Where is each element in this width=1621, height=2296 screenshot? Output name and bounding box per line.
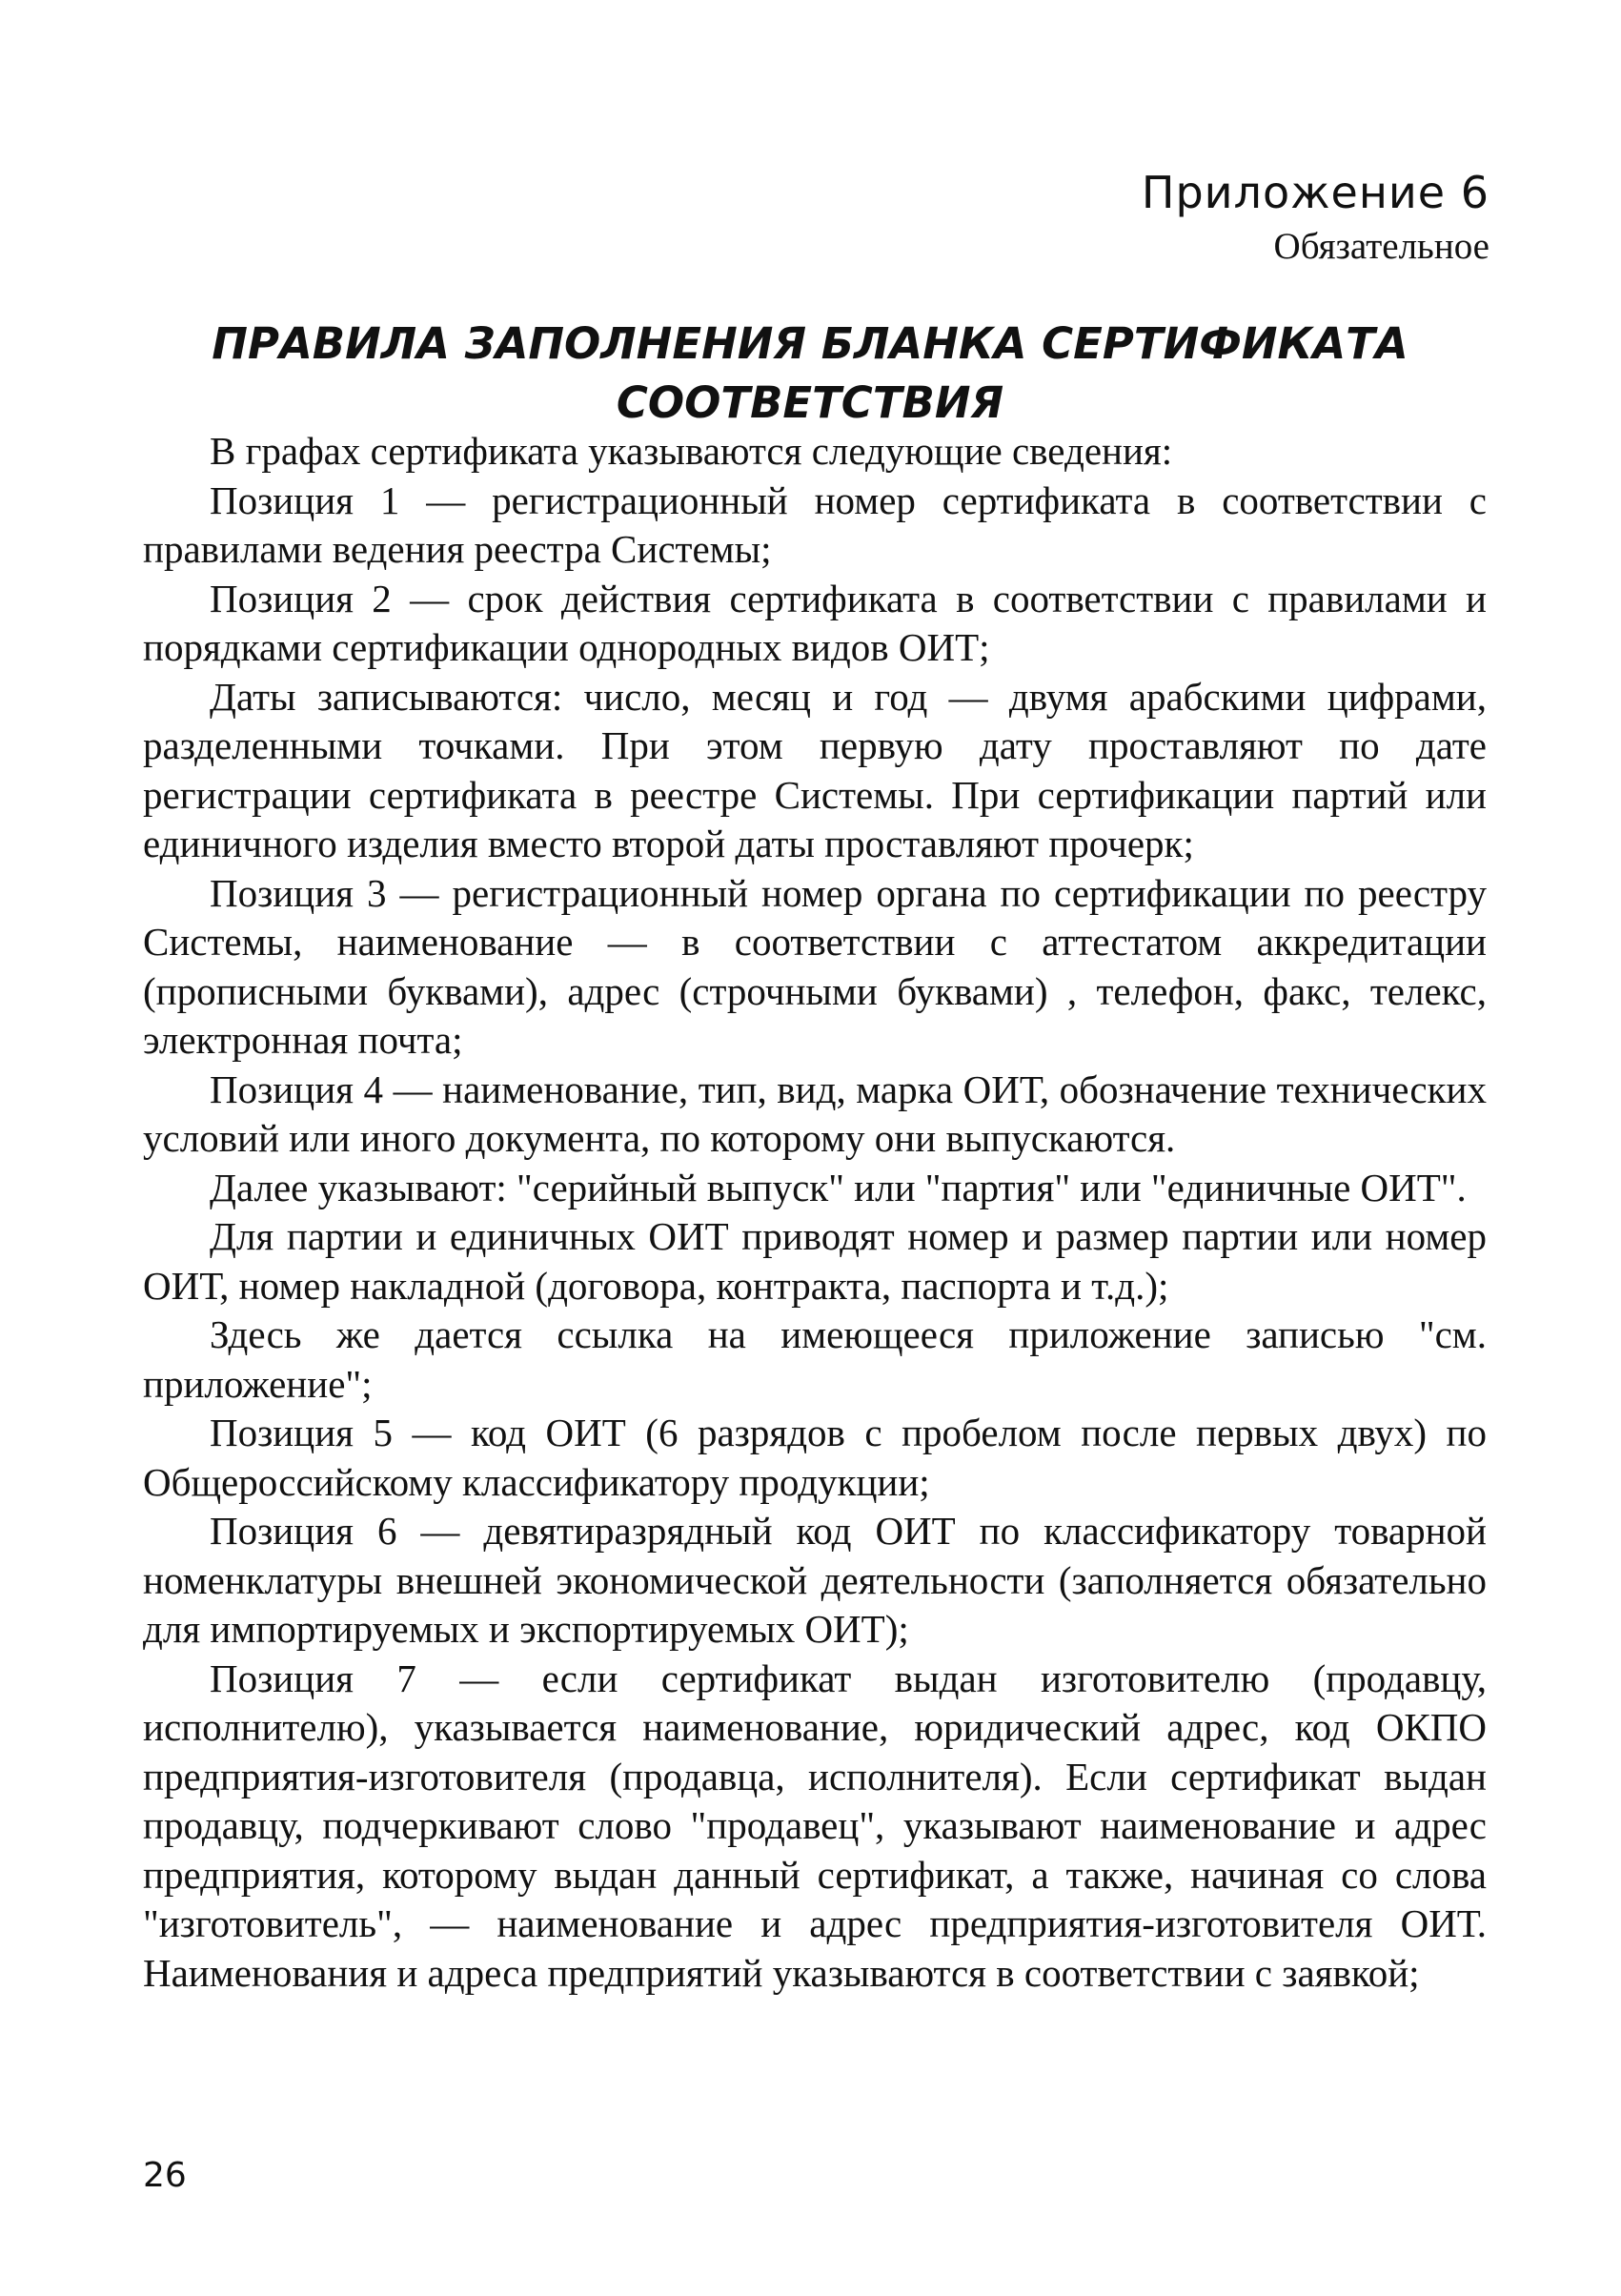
paragraph-position-7: Позиция 7 — если сертификат выдан изготовителю (продавцу, исполнителю), указывается наименование, юридический адрес, код ОКПО предприятия-изготовителя (продавца, исполнителя). Если сертификат выдан продавцу, подчеркивают слово "продавец", указывают наименование и адрес предприятия, которому выдан данный сертификат, а также, начиная со слова "изготовитель", — наименование и адрес предприятия-изготовителя ОИТ. Наименования и адреса предприятий указываются в соответствии с заявкой; xyxy=(143,1656,1487,1995)
appendix-status: Обязательное xyxy=(1273,226,1489,267)
paragraph-position-3: Позиция 3 — регистрационный номер органа по сертификации по реестру Системы, наименование — в соответствии с аттестатом аккредитации (прописными буквами), адрес (строчными буквами) , телефон, факс, телекс, электронная почта; xyxy=(143,870,1487,1062)
page-number: 26 xyxy=(143,2156,187,2195)
document-title xyxy=(143,315,1477,433)
appendix-label: Приложение 6 xyxy=(1141,167,1489,218)
paragraph-release-type: Далее указывают: "серийный выпуск" или "партия" или "единичные ОИТ". xyxy=(210,1165,1467,1209)
document-title-line-1: ПРАВИЛА ЗАПОЛНЕНИЯ БЛАНКА СЕРТИФИКАТА xyxy=(212,318,1408,369)
paragraph-position-5: Позиция 5 — код ОИТ (6 разрядов с пробелом после первых двух) по Общероссийскому классификатору продукции; xyxy=(143,1411,1487,1504)
paragraph-batch: Для партии и единичных ОИТ приводят номер и размер партии или номер ОИТ, номер накладной (договора, контракта, паспорта и т.д.); xyxy=(143,1214,1487,1308)
paragraph-dates: Даты записываются: число, месяц и год — двумя арабскими цифрами, разделенными точками. При этом первую дату проставляют по дате регистрации сертификата в реестре Системы. При сертификации партий или единичного изделия вместо второй даты проставляют прочерк; xyxy=(143,674,1487,865)
paragraph-position-2: Позиция 2 — срок действия сертификата в соответствии с правилами и порядками сертификации однородных видов ОИТ; xyxy=(143,576,1487,669)
paragraph-intro: В графах сертификата указываются следующие сведения: xyxy=(210,429,1173,473)
paragraph-position-1: Позиция 1 — регистрационный номер сертификата в соответствии с правилами ведения реестра Системы; xyxy=(143,477,1487,571)
paragraph-annex-reference: Здесь же дается ссылка на имеющееся приложение записью "см. приложение"; xyxy=(143,1312,1487,1406)
document-body xyxy=(143,427,1487,1998)
document-title-line-2: СООТВЕТСТВИЯ xyxy=(616,377,1004,428)
paragraph-position-6: Позиция 6 — девятиразрядный код ОИТ по классификатору товарной номенклатуры внешней экономической деятельности (заполняется обязательно для импортируемых и экспортируемых ОИТ); xyxy=(143,1509,1487,1651)
paragraph-position-4: Позиция 4 — наименование, тип, вид, марка ОИТ, обозначение технических условий или иного документа, по которому они выпускаются. xyxy=(143,1067,1487,1160)
